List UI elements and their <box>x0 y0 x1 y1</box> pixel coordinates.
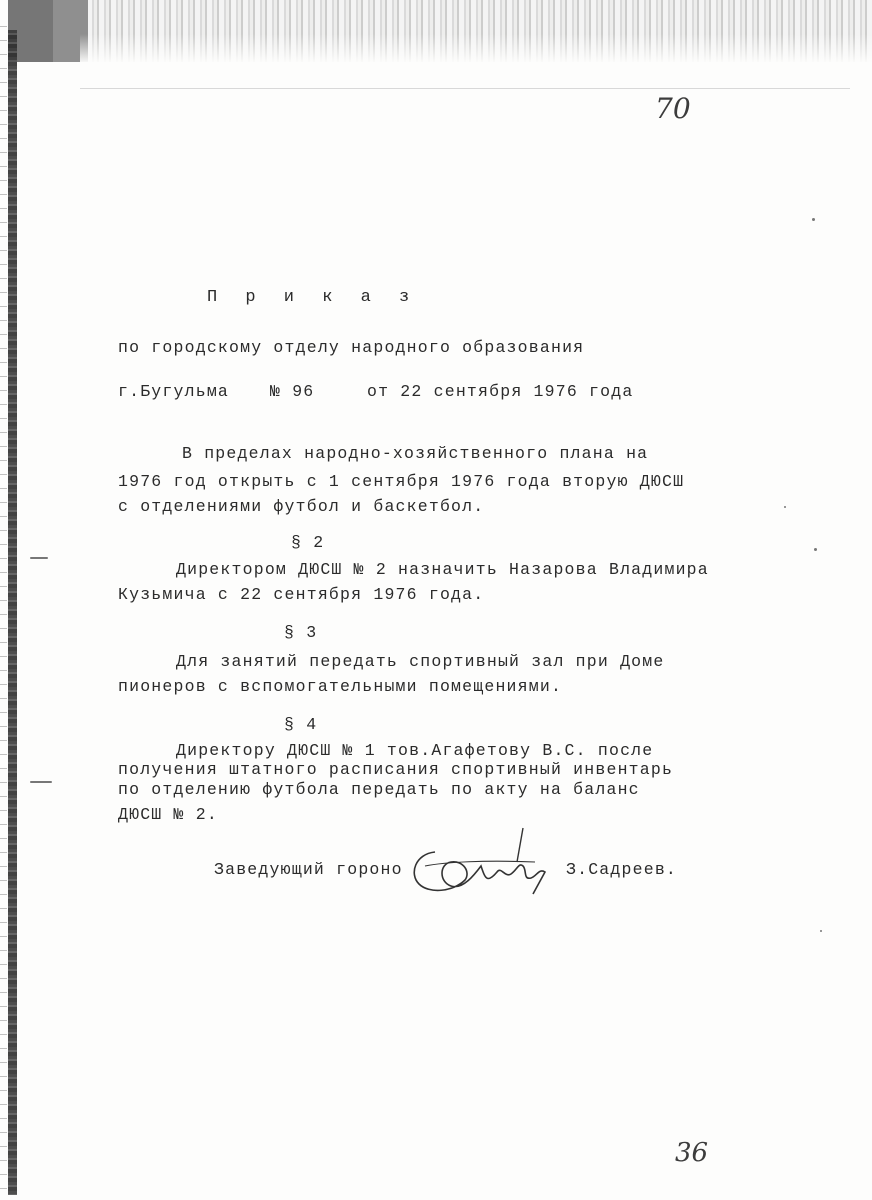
paragraph-3-line-1: Для занятий передать спортивный зал при Доме <box>176 652 665 671</box>
scan-top-fade <box>80 34 872 64</box>
signatory-name: З.Садреев. <box>566 860 678 879</box>
scan-left-edge <box>8 30 17 1195</box>
paragraph-4-line-4: ДЮСШ № 2. <box>118 805 218 824</box>
paragraph-4-line-1: Директору ДЮСШ № 1 тов.Агафетову В.С. после <box>176 741 654 760</box>
paragraph-1-line-2: 1976 год открыть с 1 сентября 1976 года вторую ДЮСШ <box>118 472 685 491</box>
paragraph-4-line-3: по отделению футбола передать по акту на баланс <box>118 780 640 799</box>
scan-left-dots <box>0 20 7 1195</box>
section-2-heading: § 2 <box>291 533 325 552</box>
document-title: П р и к а з <box>207 288 419 307</box>
section-4-heading: § 4 <box>284 715 318 734</box>
handwritten-signature <box>405 822 565 912</box>
scan-speck <box>30 781 52 783</box>
section-3-heading: § 3 <box>284 623 318 642</box>
document-subtitle: по городскому отделу народного образования <box>118 338 585 357</box>
scan-speck <box>30 557 48 559</box>
paragraph-4-line-2: получения штатного расписания спортивный инвентарь <box>118 760 674 779</box>
scan-top-rule <box>80 88 850 89</box>
order-place: г.Бугульма <box>118 382 230 401</box>
scan-speck <box>784 506 786 508</box>
paragraph-2-line-2: Кузьмича с 22 сентября 1976 года. <box>118 585 485 604</box>
signatory-title: Заведующий гороно <box>214 860 403 879</box>
order-number: № 96 <box>270 382 315 401</box>
scan-speck <box>814 548 817 551</box>
paragraph-1-line-3: с отделениями футбол и баскетбол. <box>118 497 485 516</box>
paragraph-2-line-1: Директором ДЮСШ № 2 назначить Назарова Владимира <box>176 560 709 579</box>
scan-speck <box>820 930 822 932</box>
handwritten-sheet-number: 36 <box>675 1138 709 1168</box>
scan-speck <box>812 218 815 221</box>
order-date: от 22 сентября 1976 года <box>367 382 634 401</box>
paragraph-3-line-2: пионеров с вспомогательными помещениями. <box>118 677 563 696</box>
handwritten-page-number: 70 <box>655 92 691 125</box>
paragraph-1-line-1: В пределах народно-хозяйственного плана на <box>182 444 649 463</box>
